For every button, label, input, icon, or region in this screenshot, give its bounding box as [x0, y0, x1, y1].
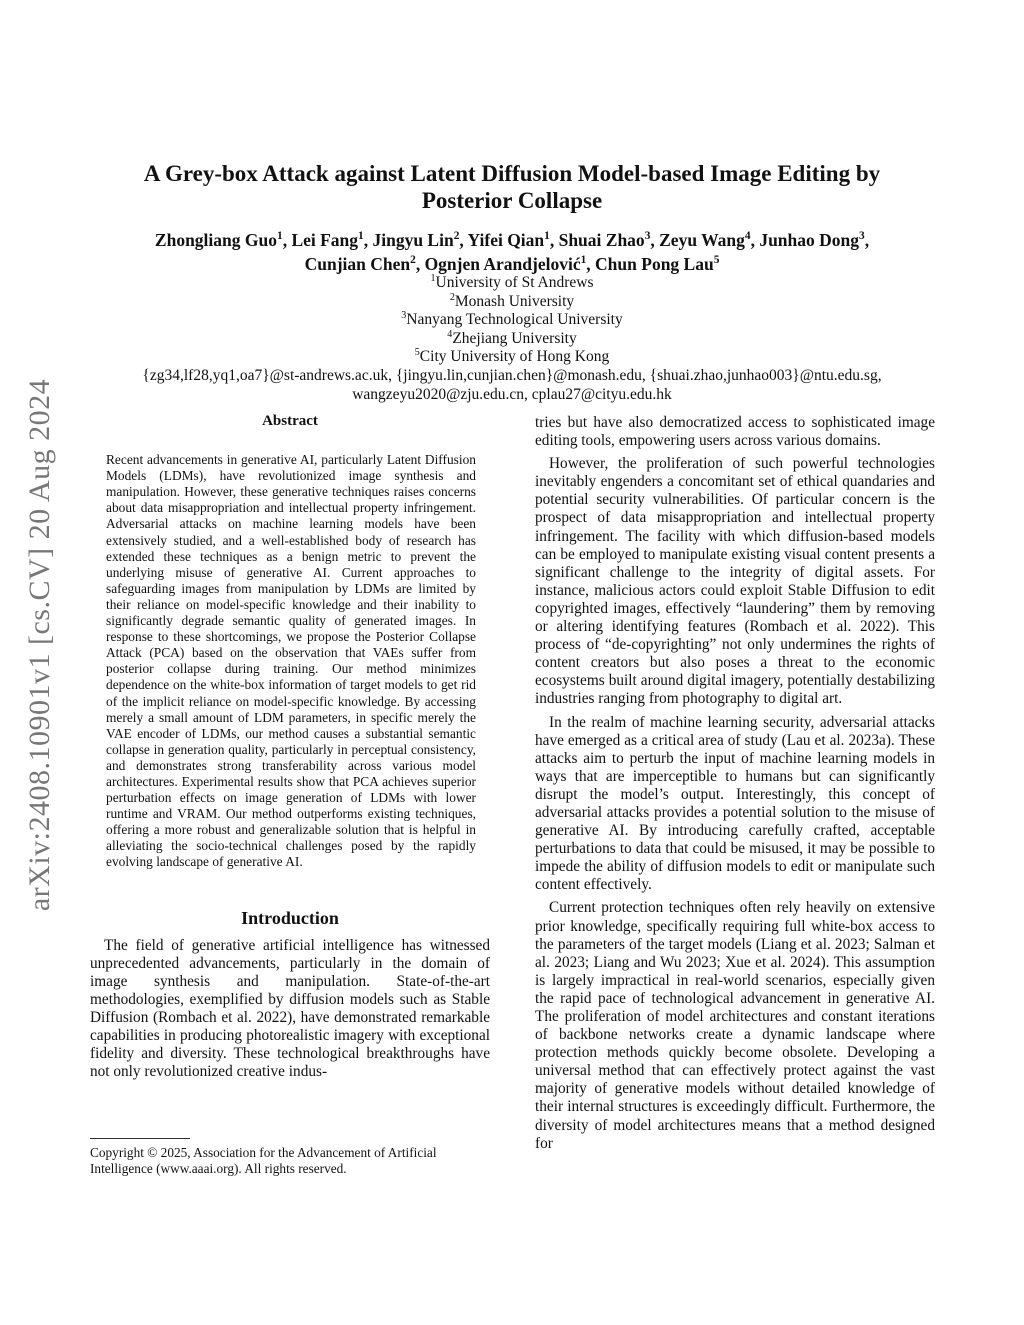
abstract-heading: Abstract: [262, 413, 318, 429]
intro-paragraph-3: In the realm of machine learning security, adversarial attacks have emerged as a critical area of study (Lau et al. 2023a). These attacks aim to perturb the input of machine learning models in ways that are imperceptible to humans but can significantly disrupt the model’s output. Interestingly, this concept of adversarial attacks provides a potential solution to the misuse of generative AI. By introducing carefully crafted, acceptable perturbations to data that could be misused, it may be possible to impede the ability of diffusion models to edit or manipulate such content effectively.: [535, 713, 935, 894]
author-name: Zhongliang Guo: [154, 230, 277, 250]
author-name: Lei Fang: [291, 230, 359, 250]
intro-paragraph-1-part-2: tries but have also democratized access to sophisticated image editing tools, empowering users across various domains.: [535, 414, 935, 450]
author-affiliation-marker: 4: [744, 230, 751, 243]
introduction-heading: Introduction: [241, 907, 339, 928]
right-column: [535, 414, 935, 1158]
affiliation-item: $^3$Nanyang Technological University: [401, 310, 623, 329]
author-affiliation-marker: 2: [410, 254, 416, 267]
affiliation-item: $^5$City University of Hong Kong: [414, 347, 610, 366]
author-affiliation-marker: 1: [580, 254, 587, 267]
abstract-text: Recent advancements in generative AI, particularly Latent Diffusion Models (LDMs), have revolutionized image synthesis and manipulation. However, these generative techniques raises concerns about data misappropriation and intellectual property infringement. Adversarial attacks on machine learning models have been extensively studied, and a well-established body of research has extended these techniques as a benign metric to prevent the underlying misuse of generative AI. Current approaches to safeguarding images from manipulation by LDMs are limited by their reliance on model-specific knowledge and their inability to significantly degrade semantic quality of generated images. In response to these shortcomings, we propose the Posterior Collapse Attack (PCA) based on the observation that VAEs suffer from posterior collapse during training. Our method minimizes dependence on the white-box information of target models to get rid of the implicit reliance on model-specific knowledge. By accessing merely a small amount of LDM parameters, in specific merely the VAE encoder of LDMs, our method causes a substantial semantic collapse in generation quality, particularly in perceptual consistency, and demonstrates strong transferability across various model architectures. Experimental results show that PCA achieves superior perturbation effects on image generation of LDMs with lower runtime and VRAM. Our method outperforms existing techniques, offering a more robust and generalizable solution that is helpful in alleviating the socio-technical challenges posed by the rapidly evolving landscape of generative AI.: [106, 452, 476, 870]
author-name: Zeyu Wang: [659, 230, 745, 250]
author-name: Chun Pong Lau: [595, 254, 714, 274]
author-name: Cunjian Chen: [304, 254, 411, 274]
author-name: Ognjen Arandjelović: [424, 254, 581, 274]
copyright-footnote: [90, 1138, 490, 1177]
copyright-text: Copyright © 2025, Association for the Advancement of Artificial Intelligence (www.aaai.org). All rights reserved.: [90, 1145, 437, 1176]
intro-paragraph-4: Current protection techniques often rely heavily on extensive prior knowledge, specifically requiring full white-box access to the parameters of the target models (Liang et al. 2023; Salman et al. 2023; Liang and Wu 2023; Xue et al. 2024). This assumption is largely impractical in real-world scenarios, especially given the rapid pace of technological advancement in generative AI. The proliferation of model architectures and constant iterations of backbone networks create a dynamic landscape where protection methods quickly become obsolete. Developing a universal method that can effectively protect against the vast majority of generative models without detailed knowledge of their internal structures is exceedingly difficult. Furthermore, the diversity of model architectures means that a method designed for: [535, 899, 935, 1152]
title-line-1: A Grey-box Attack against Latent Diffusion Model-based Image Editing by: [143, 161, 881, 186]
author-name: Yifei Qian: [467, 230, 545, 250]
author-list: [80, 228, 944, 276]
authors-line-1: Zhongliang Guo$^1$, Lei Fang$^1$, Jingyu Lin$^2$, Yifei Qian$^1$, Shuai Zhao$^3$, Zeyu Wang$^4$, Junhao Dong$^3$,: [154, 230, 870, 250]
author-name: Jingyu Lin: [372, 230, 454, 250]
affiliation-item: $^1$University of St Andrews: [430, 272, 594, 291]
title-line-2: Posterior Collapse: [421, 188, 603, 213]
footnote-rule: [90, 1138, 190, 1139]
arxiv-identifier: arXiv:2408.10901v1 [cs.CV] 20 Aug 2024: [23, 378, 56, 912]
email-line-2: wangzeyu2020@zju.edu.cn, cplau27@cityu.edu.hk: [352, 385, 672, 403]
affiliation-item: $^4$Zhejiang University: [447, 328, 577, 347]
author-affiliation-marker: 5: [713, 254, 720, 267]
email-line-1: {zg34,lf28,yq1,oa7}@st-andrews.ac.uk, {jingyu.lin,cunjian.chen}@monash.edu, {shuai.zhao,junhao003}@ntu.edu.sg,: [142, 366, 882, 384]
author-affiliation-marker: 1: [544, 230, 550, 243]
intro-paragraph-2: However, the proliferation of such powerful technologies inevitably engenders a concomitant set of ethical quandaries and potential security vulnerabilities. Of particular concern is the prospect of data misappropriation and intellectual property infringement. The facility with which diffusion-based models can be employed to manipulate existing visual content presents a significant challenge to the integrity of digital assets. For instance, malicious actors could exploit Stable Diffusion to edit copyrighted images, effectively “laundering” them by removing or altering identifying features (Rombach et al. 2022). This process of “de-copyrighting” not only undermines the rights of content creators but also poses a threat to the economic ecosystems built around digital imagery, potentially destabilizing industries ranging from photography to digital art.: [535, 455, 935, 708]
author-name: Shuai Zhao: [558, 230, 645, 250]
paper-title: [100, 160, 924, 214]
arxiv-sidebar: [10, 345, 70, 945]
affiliations: [100, 274, 924, 404]
left-column: [90, 412, 490, 1081]
authors-line-2: Cunjian Chen$^2$, Ognjen Arandjelović$^1$, Chun Pong Lau$^5$: [304, 254, 720, 274]
intro-paragraph-1-part-1: The field of generative artificial intelligence has witnessed unprecedented advancements, particularly in the domain of image synthesis and manipulation. State-of-the-art methodologies, exemplified by diffusion models such as Stable Diffusion (Rombach et al. 2022), have demonstrated remarkable capabilities in producing photorealistic imagery with exceptional fidelity and diversity. These technological breakthroughs have not only revolutionized creative indus-: [90, 936, 490, 1081]
author-affiliation-marker: 3: [644, 230, 651, 243]
affiliation-item: $^2$Monash University: [449, 291, 575, 310]
author-affiliation-marker: 1: [277, 230, 283, 243]
author-name: Junhao Dong: [759, 230, 860, 250]
author-affiliation-marker: 1: [358, 230, 364, 243]
affiliation-list: [100, 274, 924, 367]
author-affiliation-marker: 2: [453, 230, 460, 243]
author-affiliation-marker: 3: [859, 230, 865, 243]
